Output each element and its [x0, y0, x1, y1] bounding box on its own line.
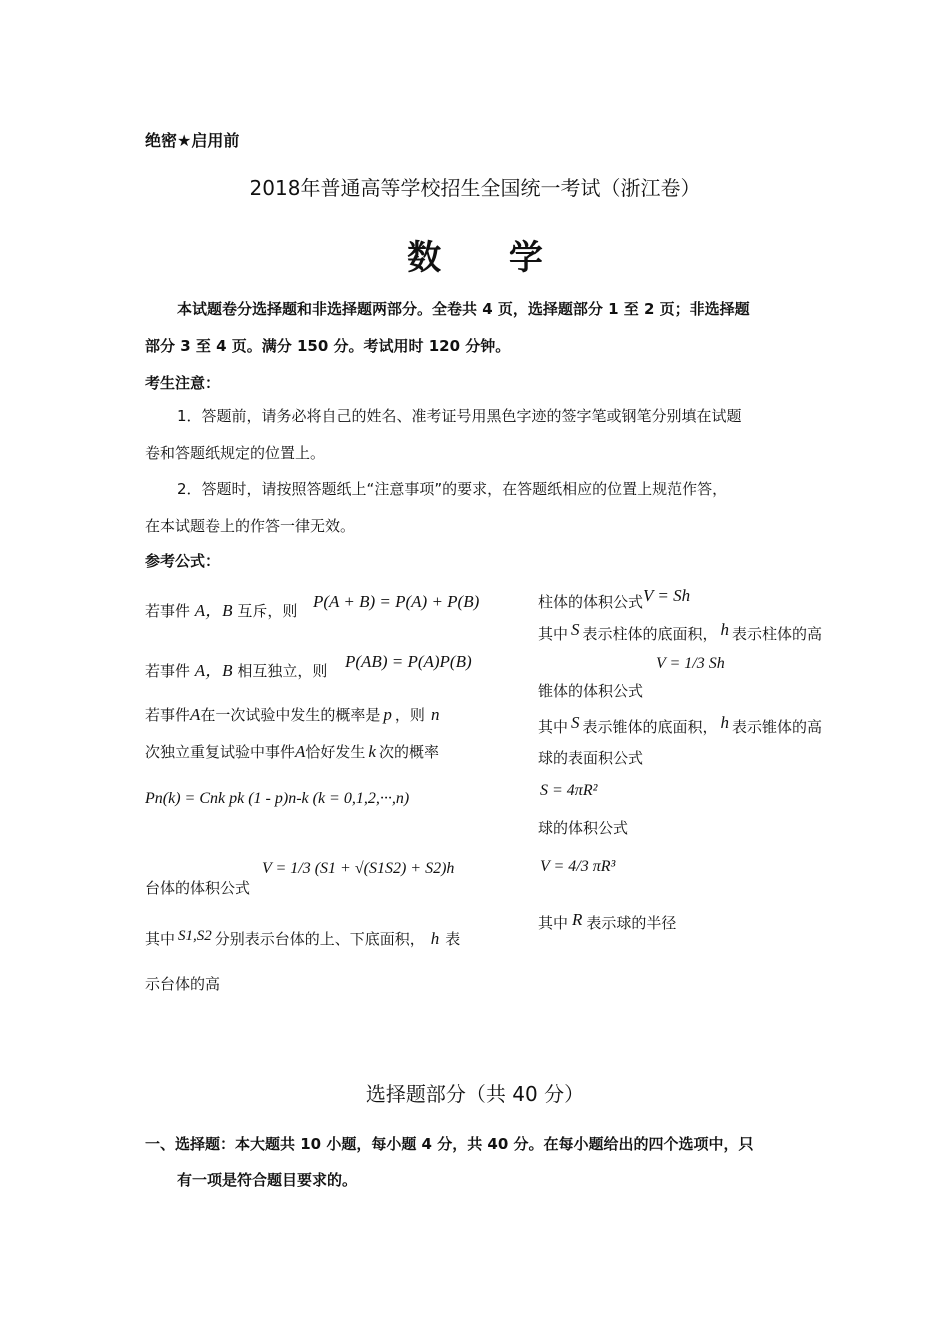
sphere-area-text: 球的表面积公式 [538, 749, 644, 767]
notice-item-1-line-2: 卷和答题纸规定的位置上。 [145, 444, 326, 462]
indep-text-2: 相互独立，则 [237, 662, 328, 680]
notice-item-2-line-2: 在本试题卷上的作答一律无效。 [145, 517, 356, 535]
formulas-heading: 参考公式： [145, 552, 221, 570]
cone-formula: V = 1/3 Sh [656, 655, 725, 672]
frustum-formula: V = 1/3 (S1 + √(S1S2) + S2)h [262, 860, 455, 877]
notice-heading: 考生注意： [145, 374, 221, 392]
frustum-text: 台体的体积公式 [145, 879, 251, 897]
frustum-desc-line-1: 其中 S1,S2 分别表示台体的上、下底面积， h 表 [145, 928, 461, 948]
frustum-desc-line-2: 示台体的高 [145, 975, 221, 993]
section-title: 选择题部分（共 40 分） [365, 1082, 585, 1106]
sphere-area-formula: S = 4πR² [540, 782, 598, 799]
trial-line-1: 若事件A在一次试验中发生的概率是 p ，则 n [145, 705, 440, 724]
binomial-formula: Pn(k) = Cnk pk (1 - p)n-k (k = 0,1,2,···,n) [145, 790, 410, 807]
sphere-volume-text: 球的体积公式 [538, 819, 629, 837]
prism-formula: V = Sh [643, 586, 691, 605]
indep-events: A，B [194, 661, 233, 680]
s1-s2: S1,S2 [178, 928, 212, 944]
secret-label: 绝密★启用前 [145, 131, 240, 150]
mutex-formula: P(A + B) = P(A) + P(B) [313, 592, 480, 611]
notice-item-1-line-1: 1．答题前，请务必将自己的姓名、准考证号用黑色字迹的签字笔或钢笔分别填在试题 [177, 407, 742, 425]
radius-r: R [572, 910, 583, 929]
indep-text: 若事件 [145, 662, 191, 680]
cone-desc: 其中 S 表示锥体的底面积， h 表示锥体的高 [538, 713, 823, 736]
count-k: k [368, 742, 376, 761]
mutex-events: A，B [194, 601, 233, 620]
height-h: h [430, 929, 440, 948]
formula-independent [145, 656, 327, 681]
formula-mutex [145, 596, 297, 621]
count-n: n [430, 705, 440, 724]
notice-item-2-line-1: 2．答题时，请按照答题纸上“注意事项”的要求，在答题纸相应的位置上规范作答， [177, 480, 728, 498]
prob-p: p [383, 705, 392, 724]
cone-text: 锥体的体积公式 [538, 682, 644, 700]
event-a-2: A [295, 742, 306, 761]
mutex-text: 若事件 [145, 602, 191, 620]
trial-line-2: 次独立重复试验中事件A恰好发生 k 次的概率 [145, 742, 439, 761]
radius-desc: 其中 R 表示球的半径 [538, 910, 677, 932]
prism-desc: 其中 S 表示柱体的底面积， h 表示柱体的高 [538, 620, 823, 643]
event-a: A [190, 705, 201, 724]
indep-formula: P(AB) = P(A)P(B) [345, 652, 472, 671]
intro-line-2: 部分 3 至 4 页。满分 150 分。考试用时 120 分钟。 [145, 337, 511, 355]
prism-line: 柱体的体积公式V = Sh [538, 586, 691, 611]
subject-title: 数 学 [407, 238, 571, 278]
sphere-volume-formula: V = 4/3 πR³ [540, 858, 616, 875]
intro-line-1: 本试题卷分选择题和非选择题两部分。全卷共 4 页，选择题部分 1 至 2 页；非选择题 [177, 300, 750, 318]
section-instruction-line-1: 一、选择题：本大题共 10 小题，每小题 4 分，共 40 分。在每小题给出的四个选项中，只 [145, 1135, 754, 1153]
mutex-text-2: 互斥，则 [237, 602, 298, 620]
exam-title: 2018年普通高等学校招生全国统一考试（浙江卷） [249, 176, 701, 200]
section-instruction-line-2: 有一项是符合题目要求的。 [177, 1171, 358, 1189]
